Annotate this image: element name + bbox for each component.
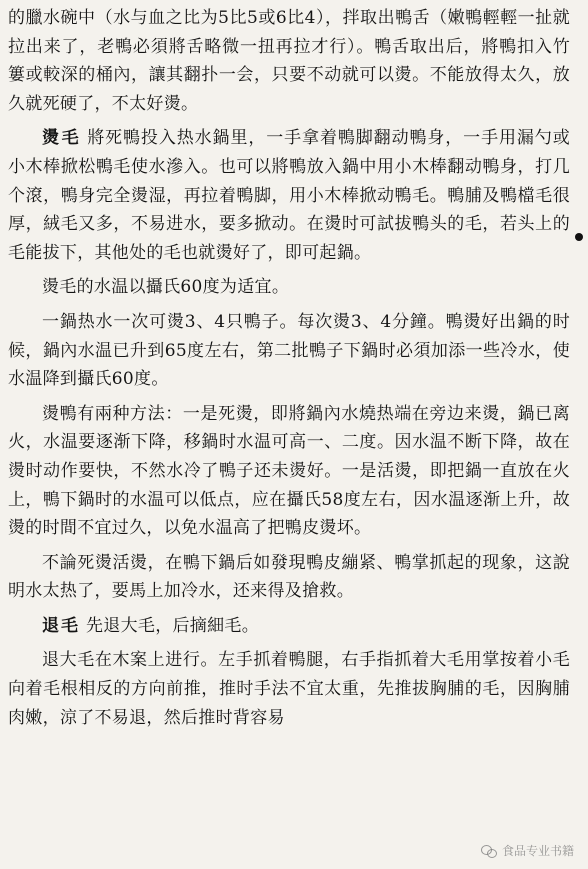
watermark-text: 食品专业书籍 (501, 844, 574, 858)
section-heading-plucking: 退毛 (42, 615, 80, 636)
paragraph-5-text: 燙鴨有兩种方法：一是死燙，即將鍋內水燒热端在旁边来燙，鍋已离火，水温要逐渐下降，移鍋时水温可高一、二度。因水温不断下降，故在燙时动作要快，不然水冷了鴨子还未燙好。一是活燙，即把鍋一直放在火上，鴨下鍋时的水温可以低点，应在攝氏58度左右，因水温逐渐上升，故燙的时間不宜过久，以免水温高了把鴨皮燙坏。 (8, 403, 570, 539)
paragraph-4-text: 一鍋热水一次可燙3、4只鴨子。每次燙3、4分鐘。鴨燙好出鍋的时候，鍋內水温已升到65度左右，第二批鴨子下鍋时必須加添一些冷水，使水温降到攝氏60度。 (8, 311, 570, 390)
watermark (481, 842, 574, 859)
paragraph-5 (8, 400, 570, 543)
paragraph-1-text: 的臘水碗中（水与血之比为5比5或6比4），拌取出鴨舌（嫩鴨輕輕一扯就拉出来了，老鴨必須將舌略微一扭再拉才行）。鴨舌取出后，將鴨扣入竹簍或較深的桶內，讓其翻扑一会，只要不动就可以燙。不能放得太久，放久就死硬了，不太好燙。 (8, 8, 570, 114)
paragraph-2-text: 將死鴨投入热水鍋里，一手拿着鴨脚翻动鴨身，一手用漏勺或小木棒掀松鴨毛使水滲入。也可以將鴨放入鍋中用小木棒翻动鴨身，打几个滾，鴨身完全燙湿，再拉着鴨脚，用小木棒掀动鴨毛。鴨脯及鴨檔毛很厚，絨毛又多，不易进水，要多掀动。在燙时可試拔鴨头的毛，若头上的毛能拔下，其他处的毛也就燙好了，即可起鍋。 (8, 128, 571, 263)
paragraph-6 (8, 549, 570, 606)
paragraph-6-text: 不論死燙活燙，在鴨下鍋后如發現鴨皮繃紧、鴨掌抓起的现象，这說明水太热了，要馬上加冷水，还来得及搶救。 (8, 552, 570, 602)
wechat-icon (481, 844, 497, 858)
paragraph-3-text: 燙毛的水温以攝氏60度为适宜。 (42, 277, 290, 298)
paragraph-8-text: 退大毛在木案上进行。左手抓着鴨腿，右手指抓着大毛用掌按着小毛向着毛根相反的方向前推，推时手法不宜太重，先推拔胸脯的毛，因胸脯肉嫩，涼了不易退，然后推时背容易 (8, 650, 570, 728)
paragraph-1 (8, 4, 570, 118)
paragraph-8 (8, 646, 570, 732)
paragraph-7 (8, 612, 570, 641)
section-heading-scalding: 燙毛 (42, 128, 82, 149)
paragraph-2 (8, 124, 570, 267)
paragraph-4 (8, 308, 570, 394)
paragraph-3 (8, 273, 570, 302)
paragraph-7-text: 先退大毛，后摘細毛。 (86, 615, 259, 636)
margin-dot (575, 233, 583, 241)
